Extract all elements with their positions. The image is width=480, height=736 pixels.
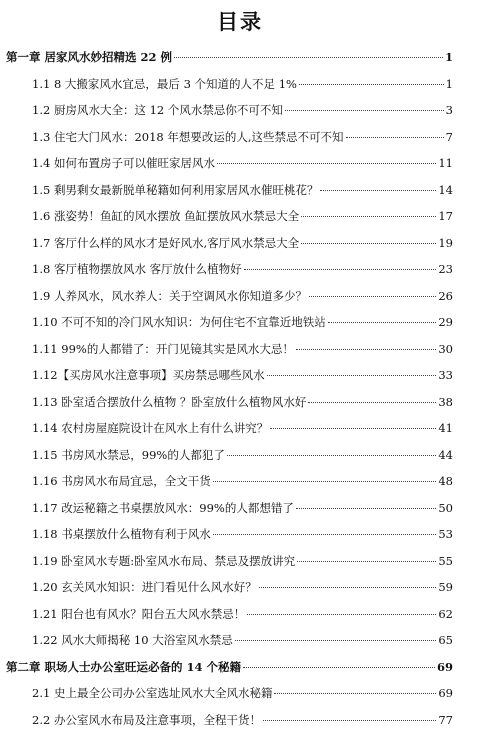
dot-leader — [296, 508, 437, 509]
toc-section-entry[interactable] — [0, 150, 480, 177]
toc-section-entry[interactable] — [0, 707, 480, 734]
toc-page-number: 29 — [438, 315, 453, 329]
toc-chapter-entry[interactable] — [0, 654, 480, 681]
table-of-contents — [0, 44, 480, 733]
dot-leader — [213, 534, 437, 535]
toc-entry-title: 1.22 风水大师揭秘 10 大浴室风水禁忌 — [32, 633, 233, 647]
toc-entry-title: 2.1 史上最全公司办公室选址风水大全风水秘籍 — [32, 686, 273, 700]
toc-page-number: 7 — [445, 129, 453, 144]
dot-leader — [247, 614, 436, 615]
dot-leader — [285, 110, 444, 111]
toc-entry-title: 1.17 改运秘籍之书桌摆放风水：99%的人都想错了 — [32, 500, 294, 515]
toc-page-number: 59 — [438, 580, 453, 594]
toc-section-entry[interactable] — [0, 177, 480, 204]
toc-section-entry[interactable] — [0, 203, 480, 230]
toc-page-number: 26 — [438, 288, 453, 303]
toc-section-entry[interactable] — [0, 71, 480, 98]
toc-section-entry[interactable] — [0, 256, 480, 283]
toc-section-entry[interactable] — [0, 230, 480, 257]
dot-leader — [274, 693, 436, 694]
toc-section-entry[interactable] — [0, 601, 480, 628]
toc-entry-title: 1.3 住宅大门风水：2018 年想要改运的人,这些禁忌不可不知 — [32, 129, 344, 144]
toc-entry-title: 1.20 玄关风水知识：进门看见什么风水好？ — [32, 580, 257, 594]
toc-entry-title: 1.15 书房风水禁忌，99%的人都犯了 — [32, 447, 225, 462]
toc-title: 目录 — [217, 10, 263, 34]
dot-leader — [320, 190, 436, 191]
dot-leader — [174, 57, 443, 58]
toc-entry-title: 2.2 办公室风水布局及注意事项，全程干货！ — [32, 712, 261, 727]
dot-leader — [227, 455, 437, 456]
dot-leader — [301, 216, 436, 217]
dot-leader — [297, 561, 436, 562]
toc-entry-title: 1.5 剩男剩女最新脱单秘籍如何利用家居风水催旺桃花？ — [32, 182, 319, 197]
toc-chapter-entry[interactable] — [0, 44, 480, 71]
toc-entry-title: 1.2 厨房风水大全：这 12 个风水禁忌你不可不知 — [32, 103, 283, 117]
toc-entry-title: 1.10 不可不知的冷门风水知识：为何住宅不宜靠近地铁站 — [32, 315, 326, 329]
toc-page-number: 69 — [436, 659, 453, 674]
toc-section-entry[interactable] — [0, 442, 480, 469]
toc-entry-title: 1.12【买房风水注意事项】买房禁忌哪些风水 — [32, 368, 265, 382]
toc-section-entry[interactable] — [0, 495, 480, 522]
dot-leader — [309, 296, 436, 297]
toc-entry-title: 1.16 书房风水布局宜忌，全文干货 — [32, 474, 211, 488]
dot-leader — [296, 349, 437, 350]
toc-page-number: 1 — [445, 76, 453, 91]
toc-entry-title: 1.11 99%的人都错了：开门见镜其实是风水大忌！ — [32, 341, 294, 356]
dot-leader — [299, 84, 444, 85]
toc-section-entry[interactable] — [0, 548, 480, 575]
toc-entry-title: 1.9 人养风水，风水养人：关于空调风水你知道多少？ — [32, 288, 307, 303]
toc-entry-title: 第一章 居家风水妙招精选 22 例 — [6, 50, 173, 64]
toc-section-entry[interactable] — [0, 627, 480, 654]
toc-page-number: 44 — [438, 447, 453, 462]
toc-page-number: 41 — [438, 421, 453, 435]
toc-section-entry[interactable] — [0, 336, 480, 363]
toc-page-number: 19 — [438, 235, 453, 250]
toc-page-number: 69 — [438, 686, 453, 700]
toc-page-number: 55 — [438, 553, 453, 568]
toc-section-entry[interactable] — [0, 521, 480, 548]
dot-leader — [328, 322, 437, 323]
toc-page-number: 11 — [438, 156, 453, 170]
toc-entry-title: 1.6 涨姿势！鱼缸的风水摆放 鱼缸摆放风水禁忌大全 — [32, 209, 300, 223]
toc-section-entry[interactable] — [0, 97, 480, 124]
dot-leader — [301, 243, 436, 244]
dot-leader — [244, 269, 437, 270]
toc-section-entry[interactable] — [0, 389, 480, 416]
toc-page-number: 48 — [438, 474, 453, 488]
toc-section-entry[interactable] — [0, 124, 480, 151]
dot-leader — [235, 640, 437, 641]
toc-entry-title: 1.13 卧室适合摆放什么植物 ？卧室放什么植物风水好 — [32, 394, 307, 409]
dot-leader — [263, 720, 436, 721]
toc-section-entry[interactable] — [0, 680, 480, 707]
toc-section-entry[interactable] — [0, 574, 480, 601]
toc-entry-title: 1.7 客厅什么样的风水才是好风水,客厅风水禁忌大全 — [32, 235, 300, 250]
dot-leader — [259, 587, 437, 588]
toc-page-number: 14 — [438, 182, 453, 197]
toc-section-entry[interactable] — [0, 309, 480, 336]
dot-leader — [213, 481, 437, 482]
toc-section-entry[interactable] — [0, 468, 480, 495]
dot-leader — [243, 667, 435, 668]
toc-entry-title: 1.18 书桌摆放什么植物有利于风水 — [32, 527, 211, 541]
toc-section-entry[interactable] — [0, 283, 480, 310]
toc-page-number: 53 — [438, 527, 453, 541]
toc-page-number: 17 — [438, 209, 453, 223]
toc-entry-title: 1.14 农村房屋庭院设计在风水上有什么讲究？ — [32, 421, 269, 435]
dot-leader — [346, 137, 444, 138]
toc-entry-title: 1.4 如何布置房子可以催旺家居风水 — [32, 156, 215, 170]
dot-leader — [267, 375, 437, 376]
toc-section-entry[interactable] — [0, 415, 480, 442]
toc-page-number: 33 — [438, 368, 453, 382]
toc-entry-title: 1.19 卧室风水专题:卧室风水布局、禁忌及摆放讲究 — [32, 553, 296, 568]
toc-page-number: 50 — [438, 500, 453, 515]
toc-entry-title: 1.21 阳台也有风水？阳台五大风水禁忌！ — [32, 606, 246, 621]
dot-leader — [217, 163, 436, 164]
toc-entry-title: 1.8 客厅植物摆放风水 客厅放什么植物好 — [32, 262, 242, 276]
toc-page-number: 23 — [438, 262, 453, 276]
dot-leader — [270, 428, 436, 429]
toc-entry-title: 1.1 8 大搬家风水宜忌，最后 3 个知道的人不足 1% — [32, 76, 297, 91]
dot-leader — [308, 402, 436, 403]
toc-page-number: 3 — [445, 103, 453, 117]
toc-page-number: 38 — [438, 394, 453, 409]
toc-section-entry[interactable] — [0, 362, 480, 389]
toc-page-number: 1 — [444, 50, 453, 64]
toc-page-number: 65 — [438, 633, 453, 647]
toc-entry-title: 第二章 职场人士办公室旺运必备的 14 个秘籍 — [6, 659, 242, 674]
toc-page-number: 62 — [438, 606, 453, 621]
toc-page-number: 77 — [438, 712, 453, 727]
toc-page-number: 30 — [438, 341, 453, 356]
